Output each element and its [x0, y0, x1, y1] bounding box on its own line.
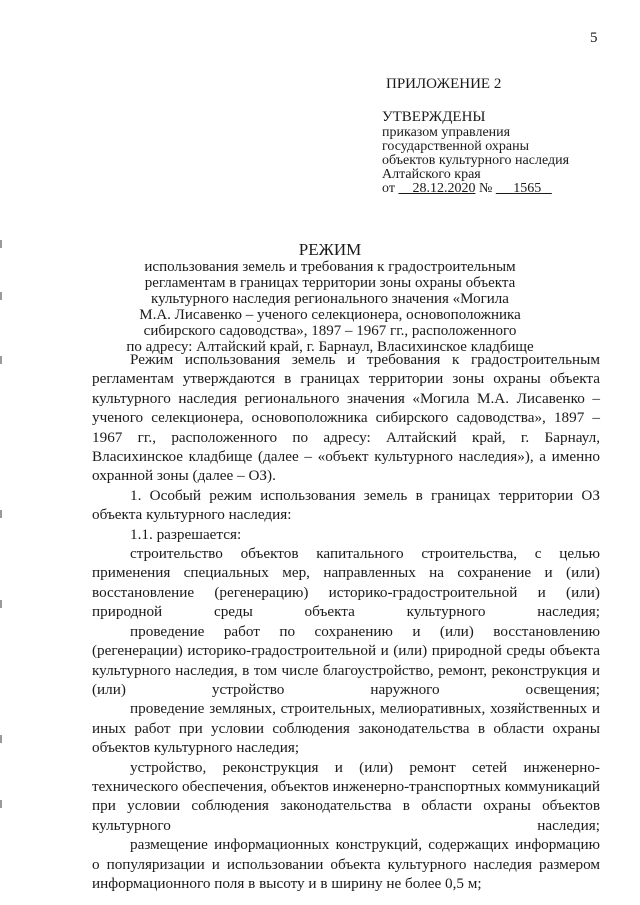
scan-edge-mark [0, 800, 2, 808]
heading-line: использования земель и требования к градостроительным [144, 259, 516, 275]
approval-line: Алтайского края [382, 167, 481, 182]
number-prefix: № [478, 181, 493, 196]
paragraph-item: размещение информационных конструкций, содержащих информацию о популяризации и использовании объекта культурного наследия размером информационного поля в высоту и в ширину не более 0,5 м; [92, 836, 600, 892]
scan-edge-mark [0, 510, 2, 518]
approval-block [382, 110, 569, 196]
paragraph-intro: Режим использования земель и требования к градостроительным регламентам утверждаются в границах территории зоны охраны объекта культурного наследия регионального значения «Могила М.А. Лисавенко – ученого селекционера, основоположника сибирского садоводства», 1897 – 1967 гг., расположенного по адресу: Алтайский край, г. Барнаул, Власихинское кладбище (далее – «объект культурного наследия»), а именно охранной зоны (далее – ОЗ). [92, 351, 600, 485]
heading-line: сибирского садоводства», 1897 – 1967 гг., расположенного [143, 323, 517, 339]
order-date: 28.12.2020 [412, 181, 476, 196]
heading-line: по адресу: Алтайский край, г. Барнаул, Власихинское кладбище [126, 339, 534, 355]
date-prefix: от [382, 181, 395, 196]
scan-edge-mark [0, 356, 2, 364]
approval-line: государственной охраны [382, 139, 530, 154]
heading-title: РЕЖИМ [298, 240, 362, 259]
appendix-label: ПРИЛОЖЕНИЕ 2 [386, 76, 502, 92]
page-number: 5 [590, 30, 598, 46]
scan-edge-mark [0, 240, 2, 248]
paragraph-item: строительство объектов капитального строительства, с целью применения специальных мер, направленных на сохранение и (или) восстановление (регенерацию) историко-градостроительной и (или) природной среды объекта культурного наследия; [92, 545, 600, 621]
paragraph-item: проведение земляных, строительных, мелиоративных, хозяйственных и иных работ при условии соблюдения законодательства в области охраны объектов культурного наследия; [92, 700, 600, 757]
approval-title: УТВЕРЖДЕНЫ [382, 109, 486, 125]
approval-date-line [382, 182, 569, 196]
scan-edge-mark [0, 292, 2, 300]
heading-line: культурного наследия регионального значения «Могила [151, 291, 509, 307]
approval-line: объектов культурного наследия [382, 153, 570, 168]
paragraph-subsection-1-1: 1.1. разрешается: [130, 525, 242, 543]
approval-line: приказом управления [382, 125, 511, 140]
heading-line: М.А. Лисавенко – ученого селекционера, основоположника [139, 307, 521, 323]
paragraph-item: устройство, реконструкция и (или) ремонт сетей инженерно-технического обеспечения, объектов инженерно-транспортных коммуникаций при условии соблюдения законодательства в области охраны объектов культурного наследия; [92, 758, 600, 834]
paragraph-item: проведение работ по сохранению и (или) восстановлению (регенерации) историко-градостроительной и (или) природной среды объекта культурного наследия, в том числе благоустройство, ремонт, реконструкция и (или) устройство наружного освещения; [92, 622, 600, 698]
document-body [92, 350, 600, 893]
scan-edge-mark [0, 735, 2, 743]
paragraph-section-1: 1. Особый режим использования земель в границах территории ОЗ объекта культурного наследия: [92, 486, 600, 524]
heading-line: регламентам в границах территории зоны охраны объекта [144, 275, 516, 291]
document-heading [120, 242, 540, 355]
order-number: 1565 [513, 181, 542, 196]
scan-edge-mark [0, 600, 2, 608]
